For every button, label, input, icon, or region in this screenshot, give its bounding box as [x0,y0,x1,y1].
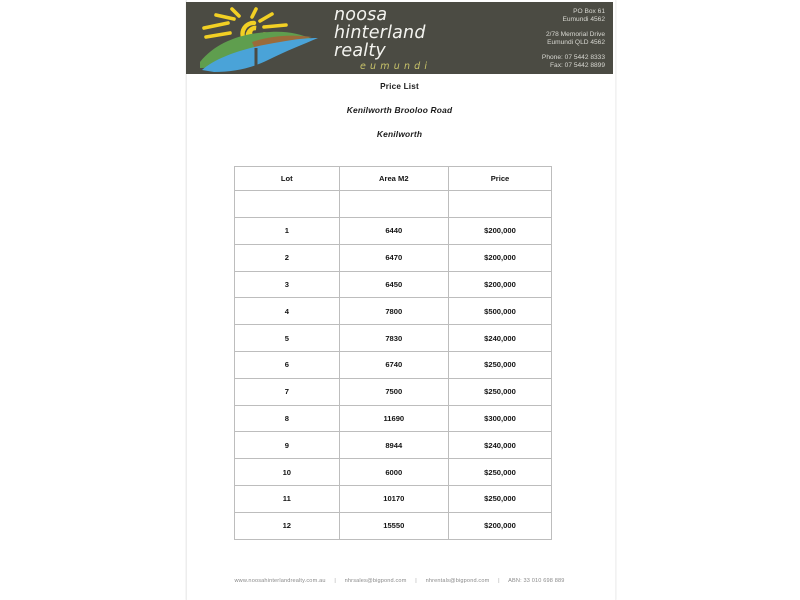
wordmark-line-1: noosa [334,5,388,25]
cell-price: $250,000 [448,485,551,512]
spacer-cell-lot [235,191,340,218]
cell-lot: 4 [235,298,340,325]
phone-line: Phone: 07 5442 8333 [541,53,605,61]
wordmark-sub: eumundi [360,61,432,72]
table-header-row [235,167,552,191]
cell-area: 6470 [339,244,448,271]
cell-lot: 1 [235,218,340,245]
price-table [234,166,552,540]
table-row [235,432,552,459]
property-road: Kenilworth Brooloo Road [346,105,453,115]
cell-lot: 3 [235,271,340,298]
footer-email-rentals[interactable]: nhrentals@bigpond.com [425,578,490,584]
page-edge-right [615,0,616,600]
cell-lot: 7 [235,378,340,405]
sunrise-hills-logo-icon [194,6,322,72]
cell-price: $240,000 [448,325,551,352]
cell-price: $250,000 [448,351,551,378]
column-header-lot: Lot [235,167,340,191]
letterhead-contact-details [493,2,613,74]
table-row [235,485,552,512]
cell-price: $200,000 [448,218,551,245]
fax-line: Fax: 07 5442 8899 [550,62,605,70]
po-locality-line: Eumundi 4562 [562,16,605,24]
cell-price: $300,000 [448,405,551,432]
page-footer [186,578,613,584]
street-address-block [493,31,605,48]
table-row [235,244,552,271]
cell-price: $200,000 [448,271,551,298]
cell-lot: 11 [235,485,340,512]
document-page [186,0,616,600]
cell-lot: 6 [235,351,340,378]
cell-area: 7830 [339,325,448,352]
table-row [235,512,552,539]
cell-area: 6000 [339,459,448,486]
table-row [235,298,552,325]
price-table-body [235,191,552,540]
cell-lot: 10 [235,459,340,486]
cell-area: 7800 [339,298,448,325]
footer-separator: | [498,578,500,584]
footer-email-sales[interactable]: nhrsales@bigpond.com [344,578,407,584]
footer-abn: ABN: 33 010 698 889 [508,578,565,584]
cell-lot: 5 [235,325,340,352]
wordmark-line-3: realty [334,41,386,61]
street-line: 2/78 Memorial Drive [546,30,605,38]
table-row [235,218,552,245]
footer-separator: | [334,578,336,584]
cell-price: $250,000 [448,459,551,486]
cell-area: 15550 [339,512,448,539]
company-logo [186,2,326,74]
cell-area: 7500 [339,378,448,405]
cell-lot: 2 [235,244,340,271]
street-locality-line: Eumundi QLD 4562 [547,39,605,47]
cell-area: 11690 [339,405,448,432]
document-titles [186,82,613,139]
po-box-line: PO Box 61 [573,8,605,15]
cell-lot: 12 [235,512,340,539]
table-row [235,271,552,298]
cell-area: 6440 [339,218,448,245]
cell-price: $250,000 [448,378,551,405]
cell-price: $200,000 [448,244,551,271]
cell-area: 8944 [339,432,448,459]
cell-area: 10170 [339,485,448,512]
table-row [235,325,552,352]
cell-lot: 8 [235,405,340,432]
page-title: Price List [380,82,419,91]
company-wordmark [326,2,493,74]
table-row [235,378,552,405]
table-row [235,459,552,486]
footer-separator: | [415,578,417,584]
table-row [235,351,552,378]
spacer-cell-area [339,191,448,218]
column-header-area: Area M2 [339,167,448,191]
table-spacer-row [235,191,552,218]
wordmark-line-2: hinterland [334,23,426,43]
cell-area: 6450 [339,271,448,298]
footer-website[interactable]: www.noosahinterlandrealty.com.au [234,578,326,584]
cell-area: 6740 [339,351,448,378]
postal-address-block [493,8,605,25]
letterhead-banner [186,2,613,74]
spacer-cell-price [448,191,551,218]
cell-price: $200,000 [448,512,551,539]
property-town: Kenilworth [376,129,423,139]
cell-price: $240,000 [448,432,551,459]
cell-price: $500,000 [448,298,551,325]
table-row [235,405,552,432]
column-header-price: Price [448,167,551,191]
phone-block [493,54,605,71]
cell-lot: 9 [235,432,340,459]
price-table-container [234,166,552,540]
